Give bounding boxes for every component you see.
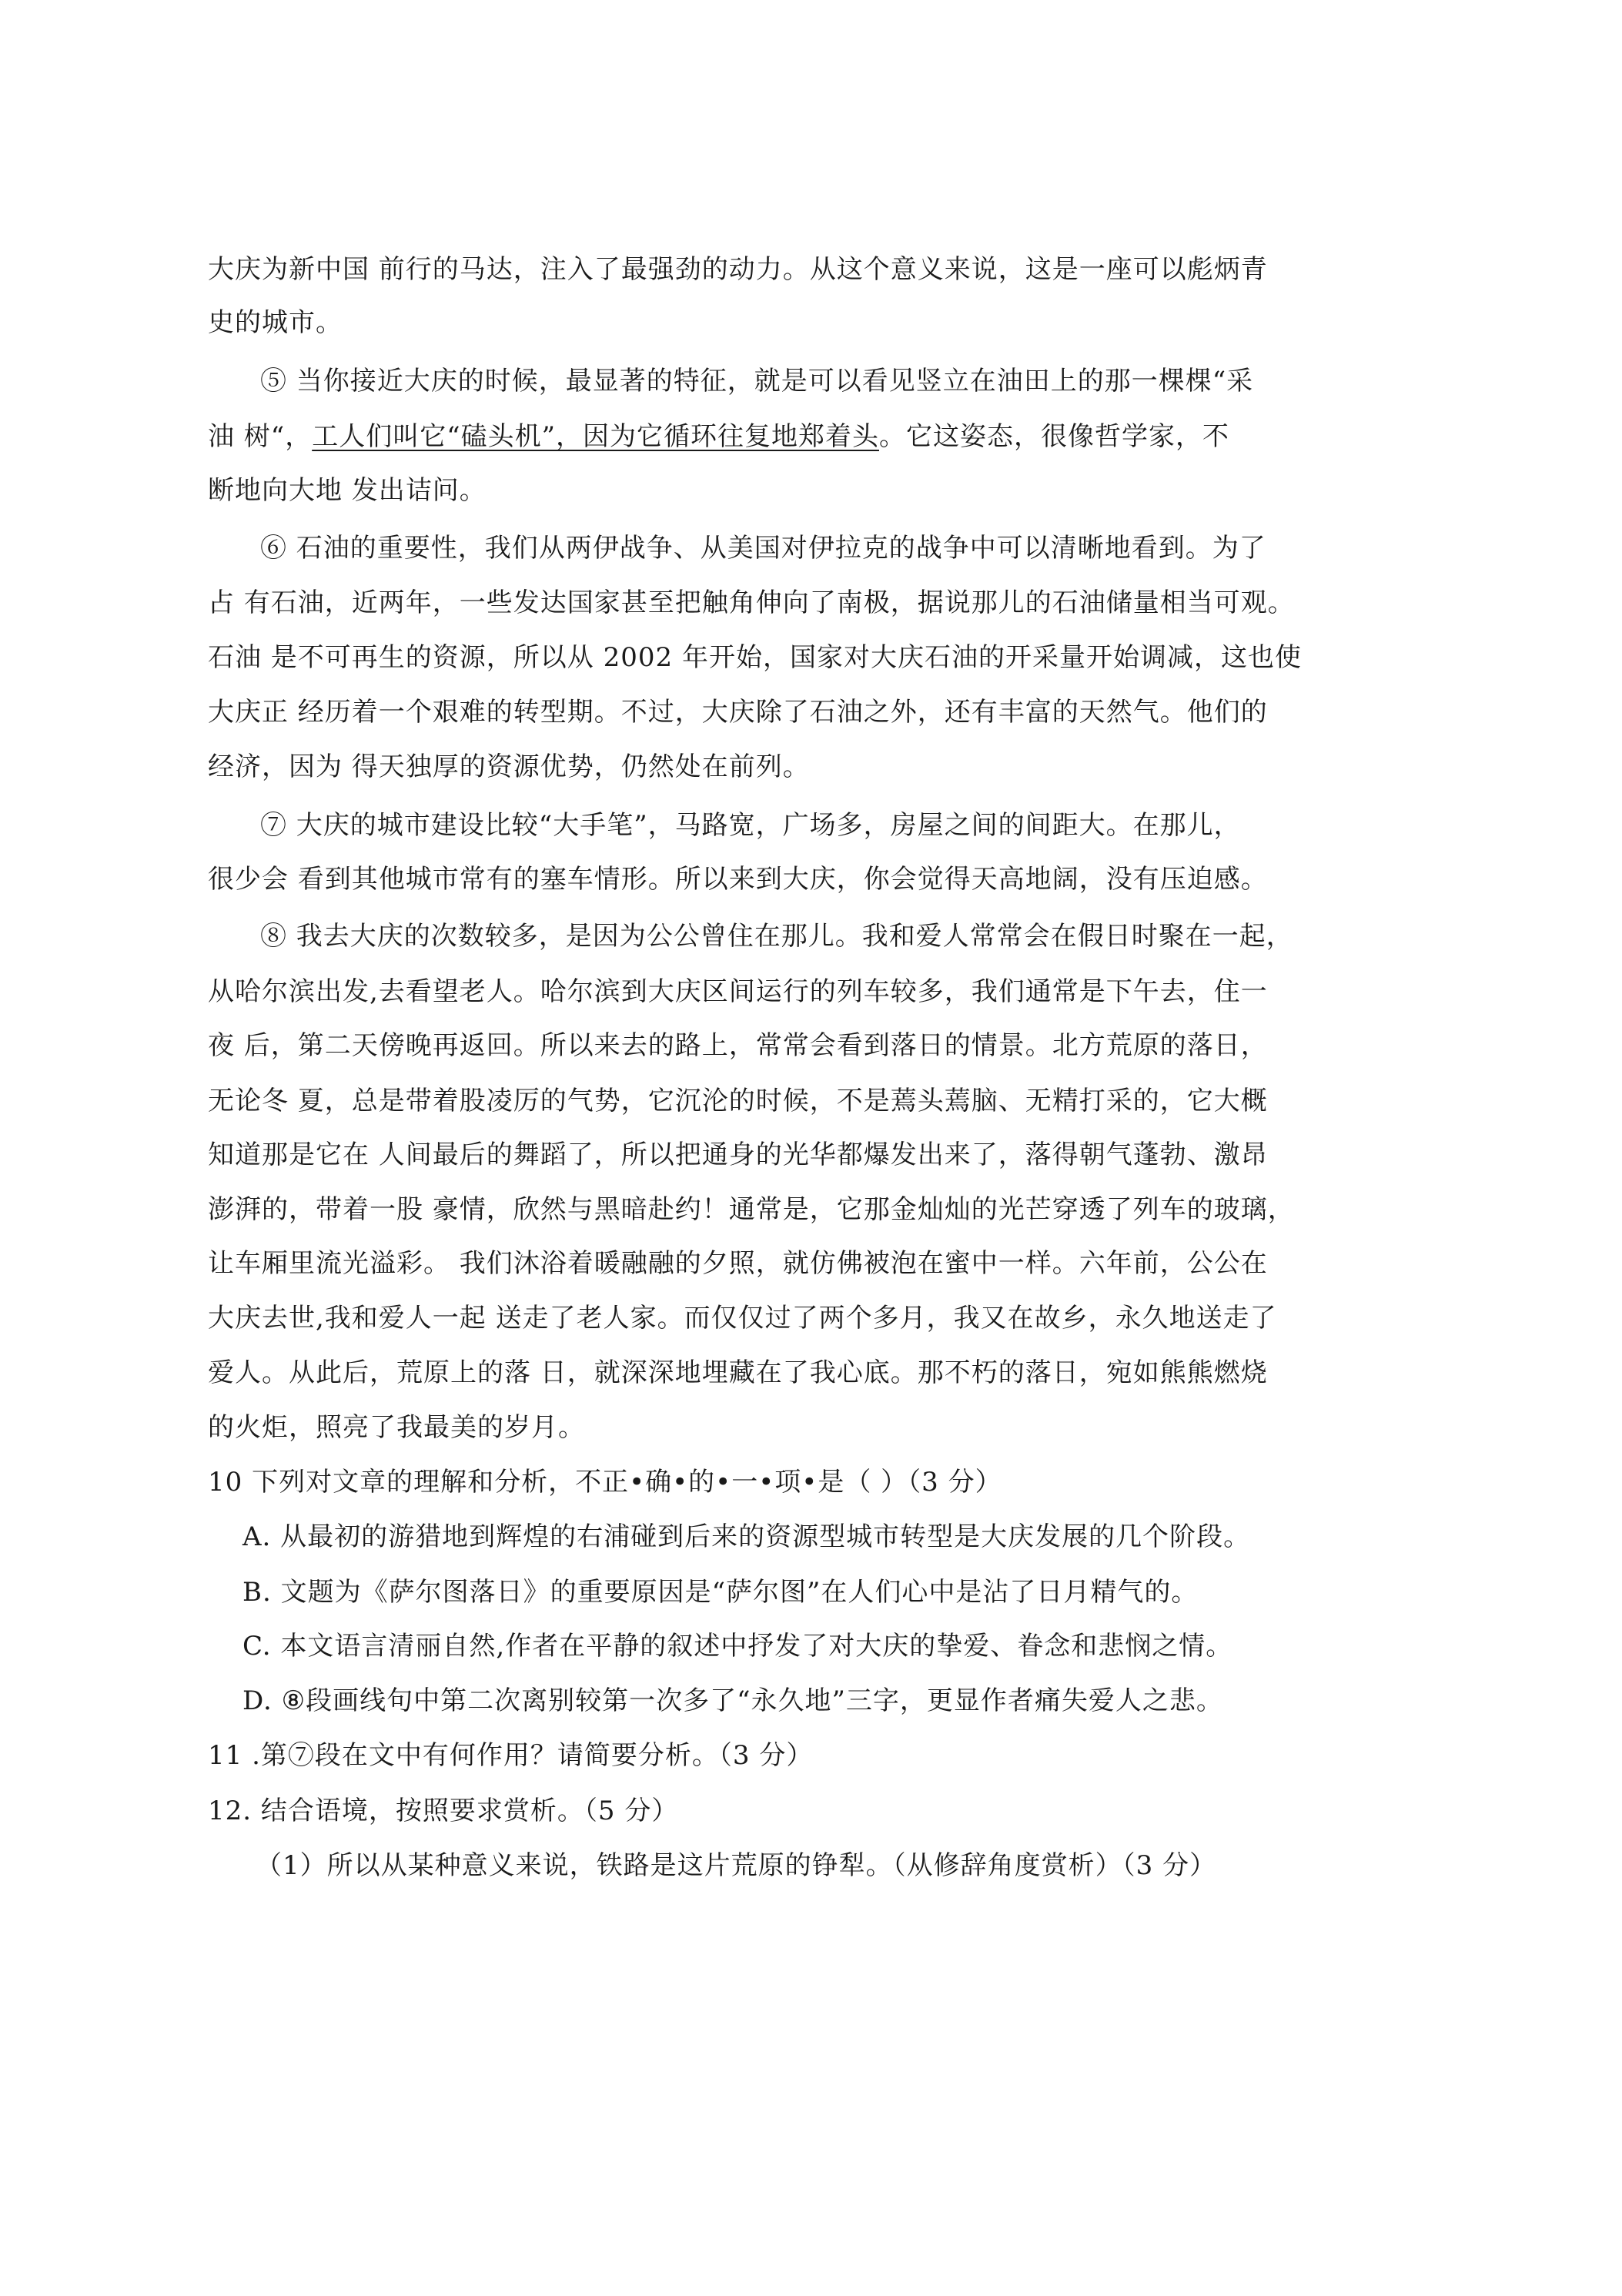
paragraph-6-line-5: 经济，因为 得天独厚的资源优势，仍然处在前列。 xyxy=(208,751,810,782)
paragraph-5-line-2-start: 油 树“， xyxy=(208,421,313,452)
question-11-stem: 11 .第⑦段在文中有何作用？请简要分析。（3 分） xyxy=(208,1740,814,1771)
paragraph-8-line-3: 夜 后，第二天傍晚再返回。所以来去的路上，常常会看到落日的情景。北方荒原的落日， xyxy=(208,1030,1268,1061)
paragraph-8-line-7: 让车厢里流光溢彩。 我们沐浴着暖融融的夕照，就仿佛被泡在蜜中一样。六年前，公公在 xyxy=(208,1248,1268,1279)
question-12-sub-1: （1）所以从某种意义来说，铁路是这片荒原的铮犁。（从修辞角度赏析）（3 分） xyxy=(256,1850,1217,1881)
paragraph-5-line-2 xyxy=(208,421,1229,452)
question-10-option-b: B. 文题为《萨尔图落日》的重要原因是“萨尔图”在人们心中是沾了日月精气的。 xyxy=(242,1577,1199,1608)
underlined-sentence: 工人们叫它“磕头机”，因为它循环往复地郑着头 xyxy=(312,421,879,452)
paragraph-8-line-1: ⑧ 我去大庆的次数较多，是因为公公曾住在那儿。我和爱人常常会在假日时聚在一起， xyxy=(260,921,1293,952)
paragraph-4-line-2: 史的城市。 xyxy=(208,307,343,338)
paragraph-8-line-6: 澎湃的，带着一股 豪情，欣然与黑暗赴约！通常是，它那金灿灿的光芒穿透了列车的玻璃， xyxy=(208,1194,1295,1225)
paragraph-5-line-3: 断地向大地 发出诘问。 xyxy=(208,475,487,506)
paragraph-6-line-3: 石油 是不可再生的资源，所以从 2002 年开始，国家对大庆石油的开采量开始调减，这也使 xyxy=(208,642,1302,673)
paragraph-6-line-4: 大庆正 经历着一个艰难的转型期。不过，大庆除了石油之外，还有丰富的天然气。他们的 xyxy=(208,697,1268,728)
question-10-stem: 10 下列对文章的理解和分析，不正•确•的•一•项•是（ ）（3 分） xyxy=(208,1467,1002,1498)
paragraph-7-line-2: 很少会 看到其他城市常有的塞车情形。所以来到大庆，你会觉得天高地阔，没有压迫感。 xyxy=(208,864,1268,895)
paragraph-6-line-1: ⑥ 石油的重要性，我们从两伊战争、从美国对伊拉克的战争中可以清晰地看到。为了 xyxy=(260,533,1266,564)
question-10-option-c: C. 本文语言清丽自然,作者在平静的叙述中抒发了对大庆的挚爱、眷念和悲悯之情。 xyxy=(242,1631,1233,1662)
paragraph-5-line-2-end: 。它这姿态，很像哲学家，不 xyxy=(878,421,1229,452)
paragraph-7-line-1: ⑦ 大庆的城市建设比较“大手笔”，马路宽，广场多，房屋之间的间距大。在那儿， xyxy=(260,810,1241,841)
question-10-option-d: D. ⑧段画线句中第二次离别较第一次多了“永久地”三字，更显作者痛失爱人之悲。 xyxy=(242,1685,1223,1716)
paragraph-5-line-1: ⑤ 当你接近大庆的时候，最显著的特征，就是可以看见竖立在油田上的那一棵棵“采 xyxy=(260,366,1254,397)
paragraph-8-line-2: 从哈尔滨出发,去看望老人。哈尔滨到大庆区间运行的列车较多，我们通常是下午去，住一 xyxy=(208,976,1268,1007)
question-12-stem: 12. 结合语境，按照要求赏析。（5 分） xyxy=(208,1796,679,1826)
paragraph-8-line-9: 爱人。从此后，荒原上的落 日，就深深地埋藏在了我心底。那不朽的落日，宛如熊熊燃烧 xyxy=(208,1357,1268,1388)
paragraph-4-line-1: 大庆为新中国 前行的马达，注入了最强劲的动力。从这个意义来说，这是一座可以彪炳青 xyxy=(208,254,1268,285)
paragraph-8-line-8: 大庆去世,我和爱人一起 送走了老人家。而仅仅过了两个多月，我又在故乡，永久地送走了 xyxy=(208,1303,1277,1334)
paragraph-8-line-4: 无论冬 夏，总是带着股凌厉的气势，它沉沦的时候，不是蔫头蔫脑、无精打采的，它大概 xyxy=(208,1086,1268,1116)
question-10-option-a: A. 从最初的游猎地到辉煌的右浦碰到后来的资源型城市转型是大庆发展的几个阶段。 xyxy=(242,1521,1251,1552)
paragraph-6-line-2: 占 有石油，近两年，一些发达国家甚至把触角伸向了南极，据说那儿的石油储量相当可观。 xyxy=(208,587,1295,618)
paragraph-8-line-10: 的火炬，照亮了我最美的岁月。 xyxy=(208,1412,585,1443)
paragraph-8-line-5: 知道那是它在 人间最后的舞蹈了，所以把通身的光华都爆发出来了，落得朝气蓬勃、激昂 xyxy=(208,1140,1268,1170)
